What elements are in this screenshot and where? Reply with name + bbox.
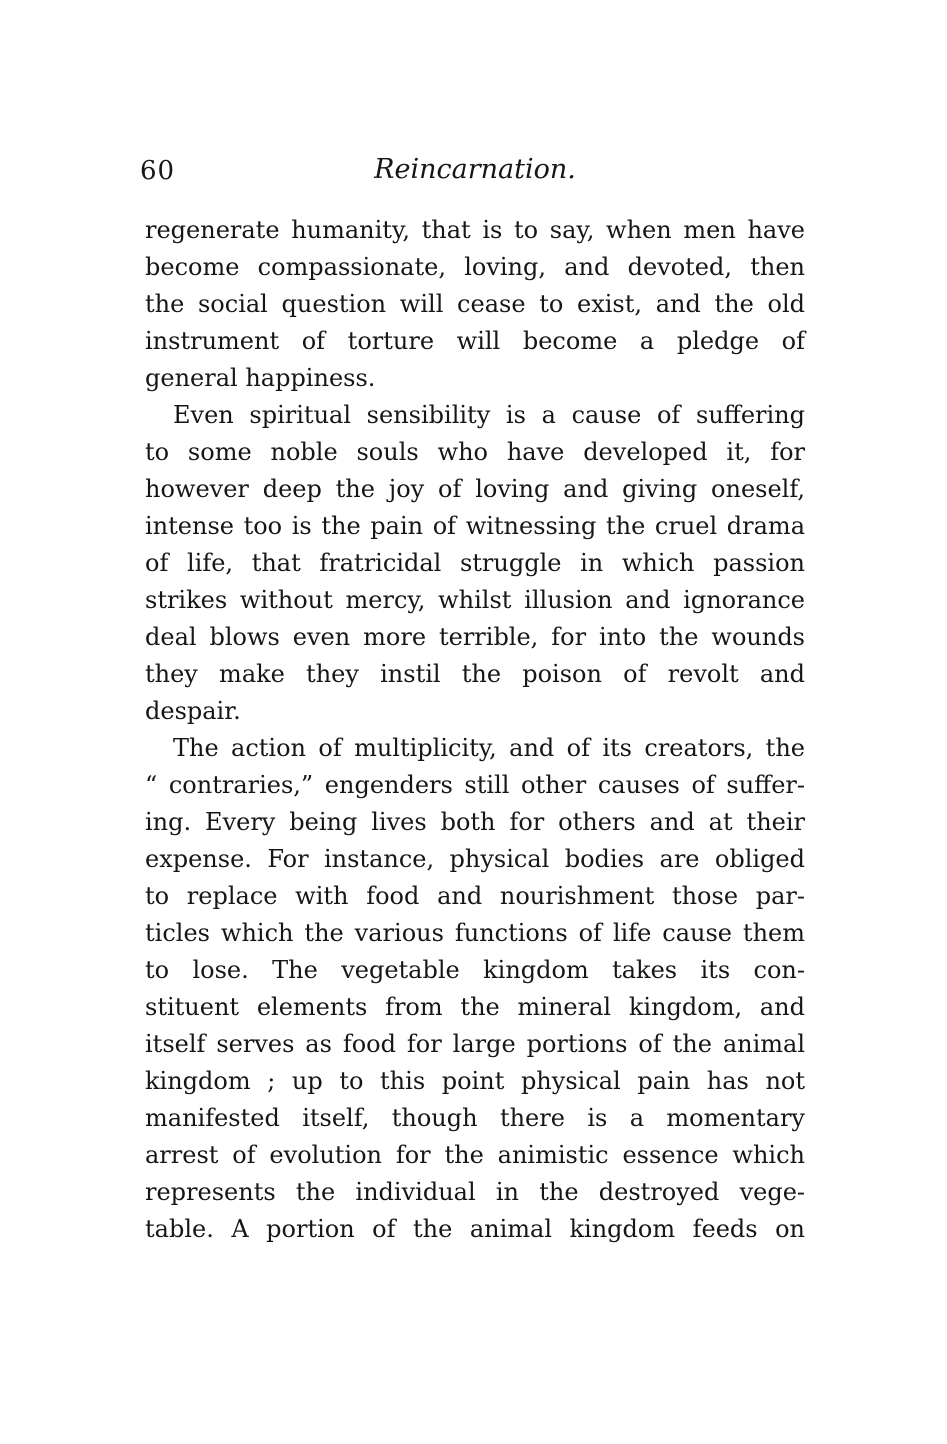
text-line: Even spiritual sensibility is a cause of suffering — [173, 401, 805, 429]
text-line: stituent elements from the mineral kingdom, and — [145, 993, 805, 1021]
text-line: to replace with food and nourishment those par- — [145, 882, 805, 910]
text-line: ing. Every being lives both for others and at their — [145, 808, 805, 836]
text-line: of life, that fratricidal struggle in which passion — [145, 549, 805, 577]
text-line: they make they instil the poison of revolt and — [145, 660, 805, 688]
text-line: strikes without mercy, whilst illusion and ignorance — [145, 586, 805, 614]
text-line: the social question will cease to exist, and the old — [145, 290, 805, 318]
text-line: arrest of evolution for the animistic essence which — [145, 1141, 805, 1169]
text-line: to some noble souls who have developed it, for — [145, 438, 805, 466]
text-line: manifested itself, though there is a momentary — [145, 1104, 805, 1132]
text-line: intense too is the pain of witnessing the cruel drama — [145, 512, 805, 540]
page-number: 60 — [140, 156, 176, 186]
text-line: instrument of torture will become a pledge of — [145, 327, 805, 355]
text-line: table. A portion of the animal kingdom feeds on — [145, 1215, 805, 1243]
running-title: Reincarnation. — [374, 154, 576, 185]
text-line: general happiness. — [145, 364, 376, 392]
text-line: ticles which the various functions of life cause them — [145, 919, 805, 947]
page-body-text — [145, 212, 805, 1248]
text-line: deal blows even more terrible, for into the wounds — [145, 623, 805, 651]
text-line: however deep the joy of loving and giving oneself, — [145, 475, 805, 503]
text-line: itself serves as food for large portions of the animal — [145, 1030, 805, 1058]
text-line: “ contraries,” engenders still other causes of suffer- — [145, 771, 805, 799]
text-line: to lose. The vegetable kingdom takes its con- — [145, 956, 805, 984]
text-line: The action of multiplicity, and of its creators, the — [173, 734, 805, 762]
text-line: expense. For instance, physical bodies are obliged — [145, 845, 805, 873]
text-line: kingdom ; up to this point physical pain has not — [145, 1067, 805, 1095]
text-line: despair. — [145, 697, 241, 725]
text-line: represents the individual in the destroyed vege- — [145, 1178, 805, 1206]
page-header — [140, 154, 805, 190]
text-line: regenerate humanity, that is to say, when men have — [145, 216, 805, 244]
text-line: become compassionate, loving, and devoted, then — [145, 253, 805, 281]
